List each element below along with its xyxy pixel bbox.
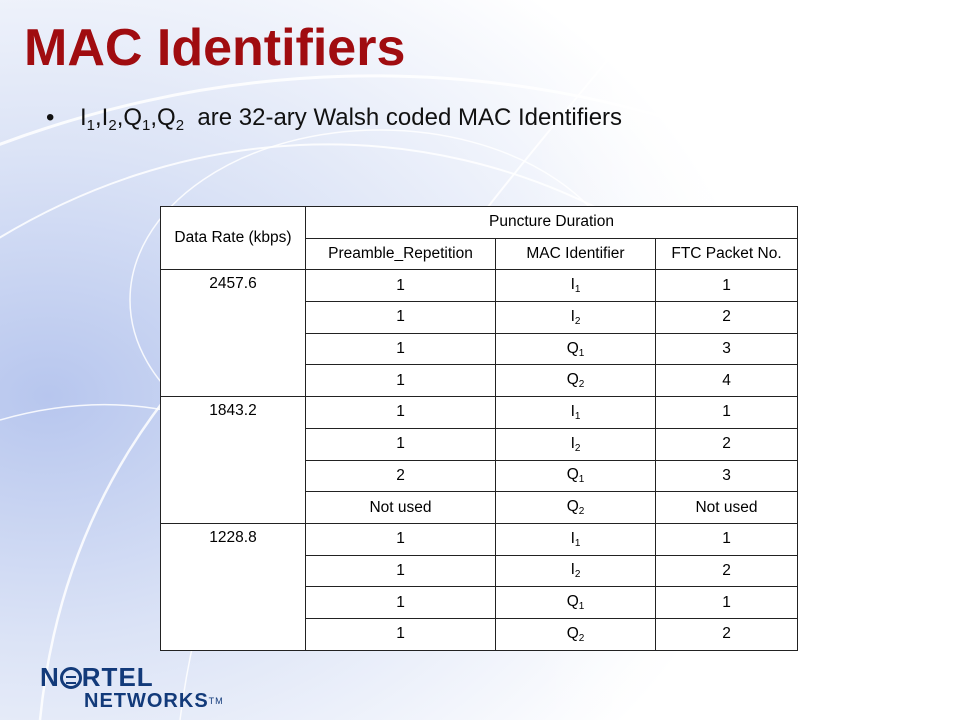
preamble-repetition-cell: 1	[306, 397, 496, 429]
preamble-repetition-cell: 1	[306, 618, 496, 650]
bullet-marker: •	[46, 104, 55, 131]
data-rate-cell: 2457.6	[161, 270, 306, 397]
preamble-repetition-cell: 1	[306, 302, 496, 334]
mac-identifier-cell: $I_1$	[496, 523, 656, 555]
mac-identifier-cell: $Q_2$	[496, 492, 656, 524]
table-header-row	[161, 207, 798, 239]
bullet-text: $I_1,I_2,Q_1,Q_2$ are 32-ary Walsh coded MAC Identifiers	[80, 104, 623, 134]
preamble-repetition-cell: 2	[306, 460, 496, 492]
mac-identifier-cell: $I_1$	[496, 397, 656, 429]
preamble-repetition-cell: 1	[306, 523, 496, 555]
mac-identifier-cell: $Q_1$	[496, 587, 656, 619]
header-puncture-duration: Puncture Duration	[306, 207, 798, 239]
ftc-packet-no-cell: Not used	[656, 492, 798, 524]
header-preamble-repetition: Preamble_Repetition	[306, 238, 496, 270]
mac-identifier-cell: $I_2$	[496, 428, 656, 460]
mac-identifier-cell: $I_2$	[496, 555, 656, 587]
preamble-repetition-cell: 1	[306, 333, 496, 365]
ftc-packet-no-cell: 1	[656, 523, 798, 555]
globe-icon	[60, 667, 82, 689]
data-rate-cell: 1843.2	[161, 397, 306, 524]
slide-title: MAC Identifiers	[24, 19, 406, 77]
table-row	[161, 397, 798, 429]
mac-identifier-table	[160, 206, 798, 651]
mac-identifier-cell: $Q_2$	[496, 365, 656, 397]
header-ftc-packet-no: FTC Packet No.	[656, 238, 798, 270]
data-rate-cell: 1228.8	[161, 523, 306, 650]
ftc-packet-no-cell: 1	[656, 587, 798, 619]
nortel-networks-logo: N RTEL NETWORKS™	[40, 662, 224, 712]
mac-identifier-cell: $Q_1$	[496, 460, 656, 492]
preamble-repetition-cell: 1	[306, 555, 496, 587]
table-row	[161, 523, 798, 555]
table-row	[161, 270, 798, 302]
ftc-packet-no-cell: 4	[656, 365, 798, 397]
ftc-packet-no-cell: 1	[656, 270, 798, 302]
mac-identifier-cell: $I_1$	[496, 270, 656, 302]
header-mac-identifier: MAC Identifier	[496, 238, 656, 270]
mac-identifier-cell: $I_2$	[496, 302, 656, 334]
ftc-packet-no-cell: 1	[656, 397, 798, 429]
ftc-packet-no-cell: 2	[656, 618, 798, 650]
preamble-repetition-cell: 1	[306, 587, 496, 619]
header-data-rate: Data Rate (kbps)	[161, 207, 306, 270]
mac-identifier-cell: $Q_1$	[496, 333, 656, 365]
preamble-repetition-cell: 1	[306, 365, 496, 397]
ftc-packet-no-cell: 2	[656, 555, 798, 587]
preamble-repetition-cell: 1	[306, 428, 496, 460]
mac-identifier-cell: $Q_2$	[496, 618, 656, 650]
ftc-packet-no-cell: 3	[656, 460, 798, 492]
preamble-repetition-cell: Not used	[306, 492, 496, 524]
bullet-item	[46, 104, 622, 134]
preamble-repetition-cell: 1	[306, 270, 496, 302]
ftc-packet-no-cell: 2	[656, 428, 798, 460]
ftc-packet-no-cell: 2	[656, 302, 798, 334]
ftc-packet-no-cell: 3	[656, 333, 798, 365]
